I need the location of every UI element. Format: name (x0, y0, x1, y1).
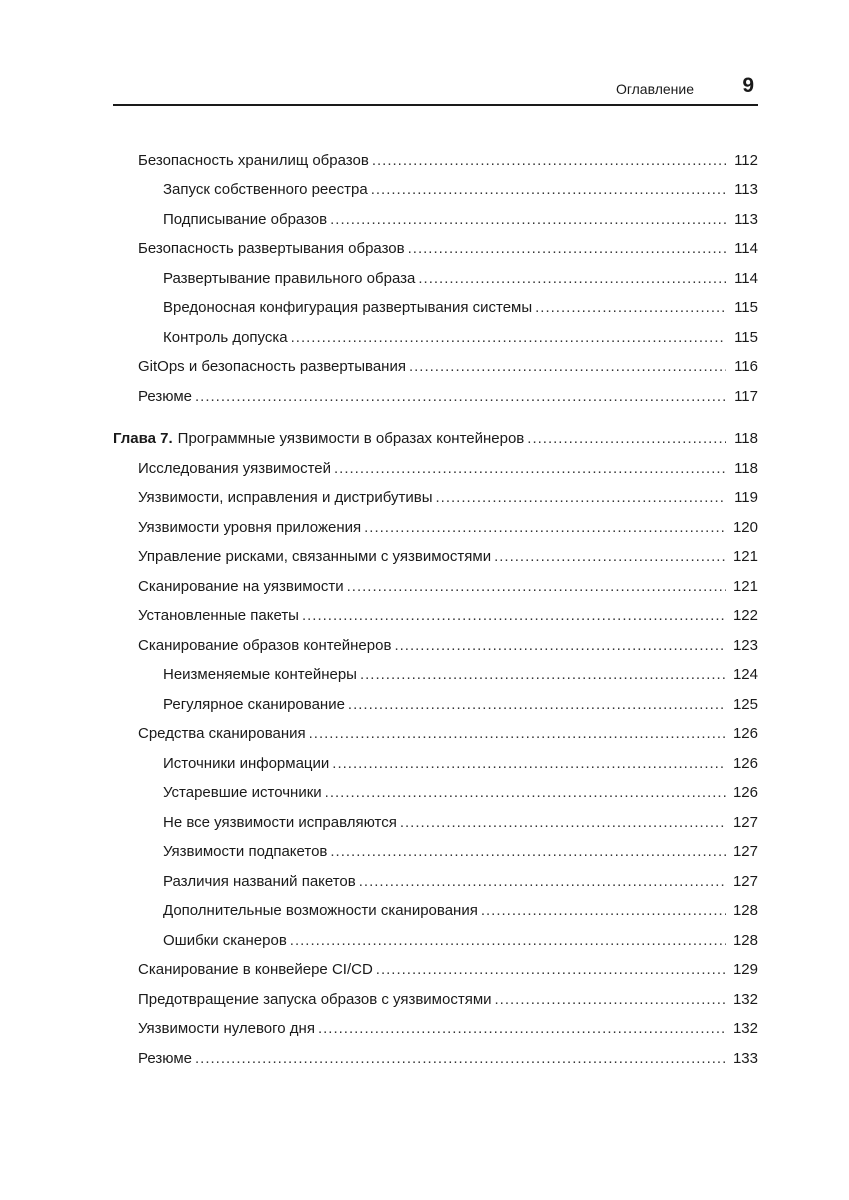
toc-entry-title: Управление рисками, связанными с уязвимостями (138, 548, 492, 565)
dot-leader (347, 578, 726, 596)
dot-leader (195, 1050, 726, 1068)
toc-entry-title: Развертывание правильного образа (163, 269, 416, 287)
toc-entry[interactable] (113, 323, 758, 353)
toc-entry-page: 112 (734, 151, 758, 169)
toc-entry-page: 132 (732, 1020, 758, 1037)
dot-leader (359, 873, 726, 891)
toc-entry[interactable] (113, 294, 758, 324)
dot-leader (330, 843, 726, 861)
toc-entry-title: Запуск собственного реестра (163, 181, 368, 198)
toc-entry-title: Программные уязвимости в образах контейнеров (177, 430, 525, 447)
dot-leader (372, 152, 726, 170)
toc-entry-page: 133 (732, 1049, 758, 1067)
dot-leader (334, 460, 726, 478)
toc-entry-title: Безопасность хранилищ образов (138, 151, 369, 169)
toc-entry[interactable] (113, 838, 758, 868)
toc-entry-title: Неизменяемые контейнеры (163, 666, 357, 683)
toc-entry[interactable] (113, 808, 758, 838)
toc-entry-title: Сканирование образов контейнеров (138, 636, 392, 654)
toc-entry[interactable] (113, 661, 758, 691)
toc-entry[interactable] (113, 543, 758, 573)
toc-entry-page: 128 (732, 902, 758, 919)
toc-entry-title: GitOps и безопасность развертывания (138, 358, 406, 375)
toc-entry[interactable] (113, 602, 758, 632)
toc-entry-page: 129 (732, 961, 758, 978)
toc-entry-title: Уязвимости, исправления и дистрибутивы (138, 489, 433, 506)
dot-leader (376, 961, 726, 979)
toc-entry[interactable] (113, 205, 758, 235)
toc-entry[interactable] (113, 926, 758, 956)
toc-entry-page: 113 (734, 210, 758, 228)
dot-leader (400, 814, 726, 832)
dot-leader (348, 696, 726, 714)
dot-leader (394, 637, 726, 655)
toc-entry[interactable] (113, 779, 758, 809)
toc-entry-page: 118 (734, 459, 758, 477)
toc-entry-title: Средства сканирования (138, 725, 306, 742)
toc-entry-page: 132 (732, 990, 758, 1008)
toc-entry-page: 119 (734, 489, 758, 506)
dot-leader (302, 607, 726, 625)
dot-leader (325, 784, 726, 802)
dot-leader (195, 388, 726, 406)
dot-leader (436, 489, 727, 507)
toc-entry[interactable] (113, 956, 758, 986)
dot-leader (495, 991, 726, 1009)
toc-entry-page: 113 (734, 181, 758, 198)
dot-leader (318, 1020, 726, 1038)
toc-entry-title: Установленные пакеты (138, 607, 299, 624)
toc-entry-title: Контроль допуска (163, 328, 288, 346)
dot-leader (494, 548, 726, 566)
dot-leader (481, 902, 726, 920)
toc-entry-title: Предотвращение запуска образов с уязвимостями (138, 990, 492, 1008)
toc-entry-title: Уязвимости уровня приложения (138, 518, 362, 536)
running-header (113, 72, 758, 106)
toc-entry-page: 116 (734, 358, 758, 375)
dot-leader (291, 329, 726, 347)
toc-entry-page: 118 (734, 430, 758, 447)
dot-leader (332, 755, 726, 773)
toc-entry-page: 115 (734, 328, 758, 346)
toc-chapter-entry[interactable] (113, 425, 758, 455)
toc-entry-title: Устаревшие источники (163, 784, 322, 801)
dot-leader (535, 299, 726, 317)
toc-entry-title: Сканирование в конвейере CI/CD (138, 961, 373, 978)
toc-entry[interactable] (113, 1044, 758, 1074)
toc-entry[interactable] (113, 146, 758, 176)
toc-entry[interactable] (113, 897, 758, 927)
toc-entry-title: Не все уязвимости исправляются (163, 813, 397, 831)
dot-leader (290, 932, 726, 950)
toc-entry-title: Источники информации (163, 754, 330, 772)
toc-entry-page: 121 (732, 577, 758, 595)
toc-entry-title: Регулярное сканирование (163, 695, 345, 713)
dot-leader (364, 519, 726, 537)
toc-entry-title: Уязвимости нулевого дня (138, 1020, 315, 1037)
toc-entry-page: 115 (734, 299, 758, 316)
toc-entry[interactable] (113, 382, 758, 412)
toc-entry-page: 128 (732, 931, 758, 949)
toc-entry[interactable] (113, 353, 758, 383)
toc-entry-title: Подписывание образов (163, 210, 328, 228)
toc-entry-page: 114 (734, 269, 758, 287)
toc-entry[interactable] (113, 235, 758, 265)
toc-entry[interactable] (113, 720, 758, 750)
toc-entry-title: Резюме (138, 1049, 192, 1067)
toc-entry[interactable] (113, 176, 758, 206)
dot-leader (418, 270, 726, 288)
toc-entry-page: 121 (732, 548, 758, 565)
toc-entry-title: Дополнительные возможности сканирования (163, 902, 478, 919)
dot-leader (527, 430, 726, 448)
toc-entry-page: 117 (734, 387, 758, 405)
toc-entry-page: 126 (732, 754, 758, 772)
toc-entry-page: 126 (732, 725, 758, 742)
toc-entry[interactable] (113, 749, 758, 779)
toc-entry[interactable] (113, 985, 758, 1015)
dot-leader (408, 240, 726, 258)
toc-entry-title: Уязвимости подпакетов (163, 843, 328, 860)
dot-leader (371, 181, 726, 199)
toc-entry[interactable] (113, 690, 758, 720)
toc-entry-page: 114 (734, 240, 758, 257)
toc-entry-title: Ошибки сканеров (163, 931, 287, 949)
dot-leader (360, 666, 726, 684)
toc-entry[interactable] (113, 264, 758, 294)
toc-entry[interactable] (113, 572, 758, 602)
toc-entry-page: 125 (732, 695, 758, 713)
toc-entry-page: 122 (732, 607, 758, 624)
toc-entry-title: Различия названий пакетов (163, 872, 356, 890)
dot-leader (409, 358, 726, 376)
toc-entry-page: 124 (732, 666, 758, 683)
toc-entry-title: Резюме (138, 387, 192, 405)
toc-entry[interactable] (113, 454, 758, 484)
toc-entry-page: 120 (732, 518, 758, 536)
page-number: 9 (742, 74, 754, 97)
header-title: Оглавление (615, 81, 694, 97)
toc-entry[interactable] (113, 631, 758, 661)
toc-entry[interactable] (113, 484, 758, 514)
toc-entry-page: 127 (732, 872, 758, 890)
toc-entry-page: 123 (732, 636, 758, 654)
table-of-contents (113, 146, 758, 1074)
toc-entry-page: 127 (732, 843, 758, 860)
toc-entry[interactable] (113, 513, 758, 543)
dot-leader (330, 211, 726, 229)
chapter-label: Глава 7. (113, 430, 173, 447)
toc-entry[interactable] (113, 1015, 758, 1045)
toc-entry-title: Вредоносная конфигурация развертывания системы (163, 299, 533, 316)
toc-entry-page: 126 (732, 784, 758, 801)
toc-entry-page: 127 (732, 813, 758, 831)
dot-leader (309, 725, 726, 743)
toc-entry-title: Безопасность развертывания образов (138, 240, 405, 257)
toc-entry[interactable] (113, 867, 758, 897)
toc-entry-title: Исследования уязвимостей (138, 459, 331, 477)
toc-entry-title: Сканирование на уязвимости (138, 577, 344, 595)
